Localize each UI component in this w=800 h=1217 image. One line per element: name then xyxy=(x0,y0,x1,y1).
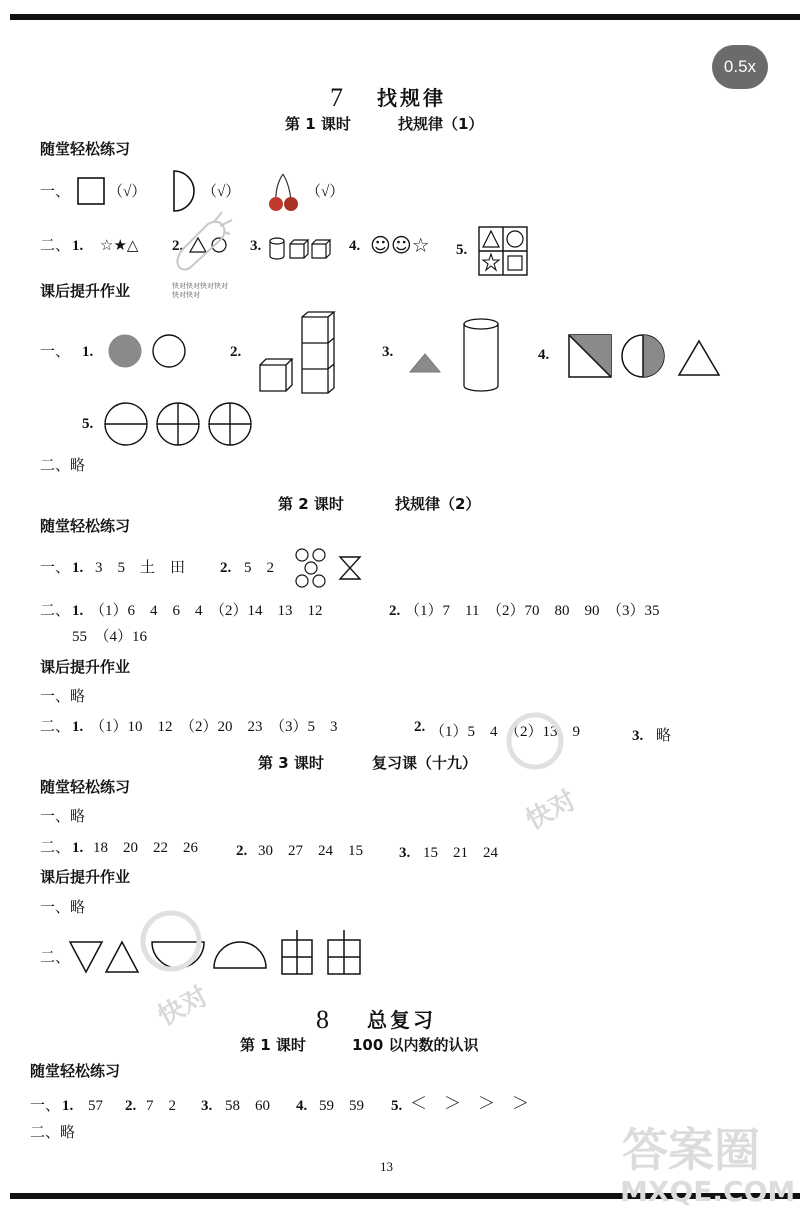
answer-line: 一、略 xyxy=(40,689,86,705)
answer-check: （√） xyxy=(202,184,241,200)
item-number: 5. xyxy=(391,1098,403,1114)
answer-values: （1）5 4 （2）13 9 xyxy=(430,724,581,740)
page-number: 13 xyxy=(380,1159,393,1174)
item-number: 2. xyxy=(220,560,232,576)
question-label: 二、 xyxy=(40,950,71,966)
answer-values: 5 2 xyxy=(244,560,275,576)
lesson-label: 第 2 课时 xyxy=(278,495,344,513)
item-number: 3. xyxy=(632,728,644,744)
lesson-label: 第 1 课时 xyxy=(240,1036,306,1054)
item-number: 1. xyxy=(72,719,84,735)
item-number: 3. xyxy=(250,238,262,254)
shape-grid-icon xyxy=(478,226,528,276)
answer-values: 55 （4）16 xyxy=(72,629,148,645)
section-heading: 课后提升作业 xyxy=(40,658,131,676)
answer-values: 30 27 24 15 xyxy=(258,843,364,859)
item-number: 1. xyxy=(72,560,84,576)
hourglass-icon xyxy=(338,555,362,581)
chapter-number: 8 xyxy=(316,1005,329,1034)
playback-speed-button[interactable]: 0.5x xyxy=(712,45,768,89)
lesson-title: 复习课（十九） xyxy=(372,754,478,772)
top-border xyxy=(10,14,800,20)
item-number: 5. xyxy=(456,242,468,258)
item-number: 2. xyxy=(125,1098,137,1114)
question-label: 二、 xyxy=(40,603,71,619)
cylinder-cube-sequence xyxy=(268,236,332,260)
answer-values: 略 xyxy=(656,728,672,744)
answer-values: 57 xyxy=(88,1098,103,1114)
answer-values: ＜ ＞ ＞ ＞ xyxy=(410,1094,529,1113)
item-number: 4. xyxy=(296,1098,308,1114)
corner-url: MXQE.COM xyxy=(620,1175,796,1208)
question-label: 二、 xyxy=(40,238,71,254)
section-heading: 随堂轻松练习 xyxy=(40,778,131,796)
carrot-sticker-icon xyxy=(168,210,234,276)
answer-values: 58 60 xyxy=(225,1098,271,1114)
answer-values: 7 2 xyxy=(146,1098,177,1114)
section-heading: 随堂轻松练习 xyxy=(40,517,131,535)
item-number: 1. xyxy=(62,1098,74,1114)
pattern-shapes xyxy=(68,928,368,978)
item-number: 5. xyxy=(82,416,94,432)
section-heading: 课后提升作业 xyxy=(40,282,131,300)
question-label: 二、 xyxy=(40,840,71,856)
chapter-title: 总复习 xyxy=(367,1008,436,1032)
answer-line: 一、略 xyxy=(40,809,86,825)
answer-check: （√） xyxy=(306,184,345,200)
lesson-label: 第 1 课时 xyxy=(285,115,351,133)
cube-stack xyxy=(258,311,338,395)
answer-values: 3 5 土 田 xyxy=(95,560,186,576)
sticker-caption: 快对快对快对快对快对快对 xyxy=(172,282,228,299)
corner-logo: 答案圈 xyxy=(622,1123,760,1177)
half-circle-icon xyxy=(172,169,196,213)
dots-pattern xyxy=(294,547,328,589)
answer-values: 15 21 24 xyxy=(423,845,499,861)
chapter-number: 7 xyxy=(330,83,343,112)
circle-pattern xyxy=(107,333,187,369)
answer-line: 二、略 xyxy=(30,1125,76,1141)
star-sequence: ☆★△ xyxy=(100,236,139,254)
watermark: 快对 xyxy=(153,981,214,1033)
item-number: 3. xyxy=(382,344,394,360)
item-number: 2. xyxy=(172,238,184,254)
watermark-logo-icon xyxy=(500,706,570,776)
question-label: 一、 xyxy=(40,184,71,200)
answer-check: （√） xyxy=(108,184,147,200)
divided-circles xyxy=(104,401,252,447)
answer-values: 59 59 xyxy=(319,1098,365,1114)
lesson-title: 找规律（1） xyxy=(398,115,484,133)
watermark-logo-icon xyxy=(136,906,206,976)
answer-values: （1）10 12 （2）20 23 （3）5 3 xyxy=(90,719,338,735)
question-label: 二、 xyxy=(40,719,71,735)
shaded-shapes xyxy=(567,333,723,379)
question-label: 一、 xyxy=(30,1098,61,1114)
item-number: 3. xyxy=(399,845,411,861)
section-heading: 随堂轻松练习 xyxy=(40,140,131,158)
item-number: 2. xyxy=(389,603,401,619)
triangle-cylinder xyxy=(408,318,498,392)
answer-values: （1）7 11 （2）70 80 90 （3）35 xyxy=(405,603,660,619)
item-number: 2. xyxy=(230,344,242,360)
question-label: 一、 xyxy=(40,344,71,360)
item-number: 2. xyxy=(414,719,426,735)
item-number: 2. xyxy=(236,843,248,859)
lesson-title: 100 以内数的认识 xyxy=(352,1036,479,1054)
answer-values: 18 20 22 26 xyxy=(93,840,199,856)
item-number: 1. xyxy=(72,840,84,856)
watermark: 快对 xyxy=(521,785,582,837)
section-heading: 随堂轻松练习 xyxy=(30,1062,121,1080)
answer-line: 一、略 xyxy=(40,900,86,916)
item-number: 1. xyxy=(82,344,94,360)
section-heading: 课后提升作业 xyxy=(40,868,131,886)
answer-line: 二、略 xyxy=(40,458,86,474)
lesson-title: 找规律（2） xyxy=(395,495,481,513)
smiley-sequence: ☺☺☆ xyxy=(370,233,430,257)
lesson-label: 第 3 课时 xyxy=(258,754,324,772)
chapter-title: 找规律 xyxy=(377,86,446,110)
item-number: 1. xyxy=(72,603,84,619)
square-icon xyxy=(77,177,105,205)
item-number: 3. xyxy=(201,1098,213,1114)
item-number: 4. xyxy=(349,238,361,254)
item-number: 4. xyxy=(538,347,550,363)
cherries-icon xyxy=(266,172,300,212)
answer-values: （1）6 4 6 4 （2）14 13 12 xyxy=(90,603,323,619)
item-number: 1. xyxy=(72,238,84,254)
question-label: 一、 xyxy=(40,560,71,576)
